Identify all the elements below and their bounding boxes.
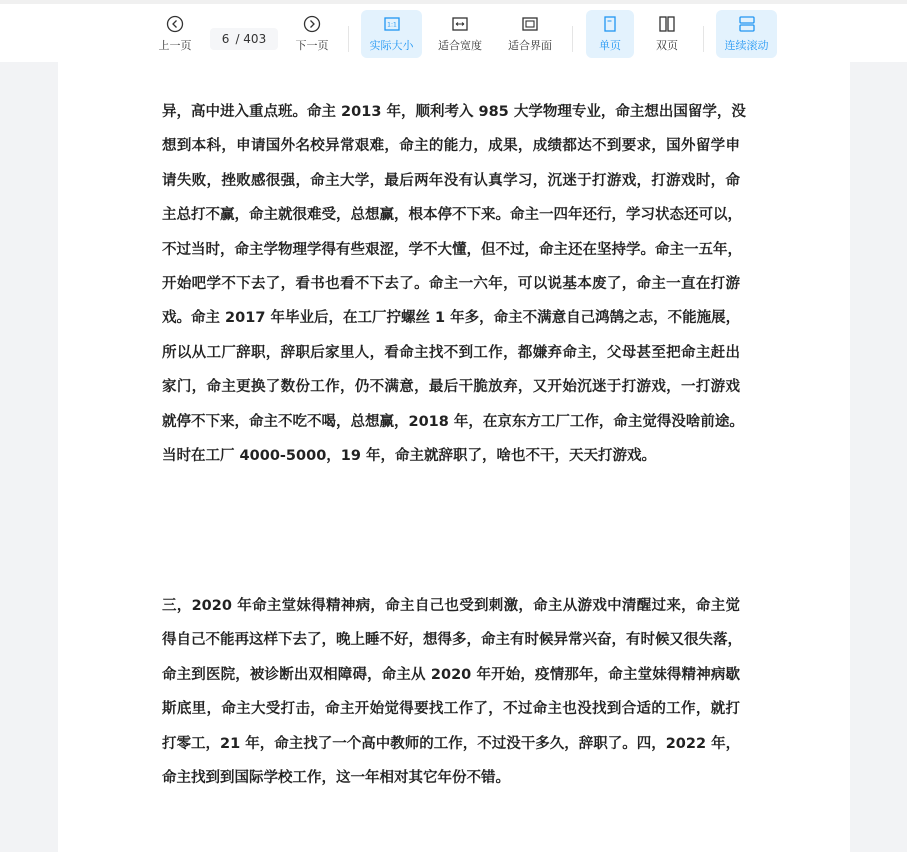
chevron-left-circle-icon	[166, 15, 184, 33]
text-line: 三，2020 年命主堂妹得精神病，命主自己也受到刺激，命主从游戏中清醒过来，命主觉	[162, 598, 740, 614]
text-line: 当时在工厂 4000-5000，19 年，命主就辞职了，啥也不干，天天打游戏。	[162, 448, 657, 464]
text-line: 就停不下来，命主不吃不喝，总想赢，2018 年，在京东方工厂工作，命主觉得没啥前途。	[162, 413, 744, 430]
single-page-button[interactable]	[586, 10, 634, 58]
text-line: 请失败，挫败感很强，命主大学，最后两年没有认真学习，沉迷于打游戏，打游戏时，命	[162, 172, 740, 189]
double-page-button[interactable]	[643, 10, 691, 58]
next-page-button[interactable]	[287, 10, 337, 58]
fit-page-label: 适合界面	[508, 39, 552, 52]
divider	[703, 26, 704, 52]
document-page	[58, 62, 850, 852]
fit-page-icon	[521, 15, 539, 33]
text-line: 所以从工厂辞职，辞职后家里人，看命主找不到工作，都嫌弃命主，父母甚至把命主赶出	[162, 344, 740, 361]
actual-size-label: 实际大小	[369, 39, 414, 52]
fit-width-icon	[451, 15, 469, 33]
text-line: 戏。命主 2017 年毕业后，在工厂拧螺丝 1 年多，命主不满意自己鸿鹄之志，不能施展，	[162, 310, 741, 327]
divider	[572, 26, 573, 52]
single-page-label: 单页	[599, 39, 621, 52]
text-line: 异，高中进入重点班。命主 2013 年，顺利考入 985 大学物理专业，命主想出国留学，没	[162, 104, 746, 120]
viewer-toolbar	[0, 0, 907, 62]
prev-page-label: 上一页	[158, 39, 192, 52]
text-line: 打零工，21 年，命主找了一个高中教师的工作，不过没干多久，辞职了。四，2022 年，	[162, 735, 741, 752]
page-number-field[interactable]	[210, 28, 278, 50]
double-page-label: 双页	[656, 39, 678, 52]
text-line: 得自己不能再这样下去了，晚上睡不好，想得多，命主有时候异常兴奋，有时候又很失落，	[162, 632, 742, 649]
actual-size-button[interactable]	[361, 10, 422, 58]
fit-width-label: 适合宽度	[438, 39, 482, 52]
continuous-scroll-button[interactable]	[716, 10, 777, 58]
text-line: 斯底里，命主大受打击，命主开始觉得要找工作了，不过命主也没找到合适的工作，就打	[162, 701, 740, 718]
text-line: 不过当时，命主学物理学得有些艰涩，学不大懂，但不过，命主还在坚持学。命主一五年，	[162, 241, 742, 258]
fit-page-button[interactable]	[500, 10, 560, 58]
text-line: 开始吧学不下去了，看书也看不下去了。命主一六年，可以说基本废了，命主一直在打游	[162, 276, 740, 292]
text-line: 命主找到到国际学校工作，这一年相对其它年份不错。	[162, 770, 510, 786]
fit-width-button[interactable]	[430, 10, 490, 58]
text-line: 想到本科，申请国外名校异常艰难，命主的能力，成果，成绩都达不到要求，国外留学申	[162, 138, 740, 155]
total-pages: / 403	[235, 32, 267, 46]
single-page-icon	[601, 15, 619, 33]
divider	[348, 26, 349, 52]
text-line: 命主到医院，被诊断出双相障碍，命主从 2020 年开始，疫情那年，命主堂妹得精神病歇	[162, 666, 740, 683]
continuous-scroll-label: 连续滚动	[724, 39, 769, 52]
prev-page-button[interactable]	[150, 10, 200, 58]
continuous-scroll-icon	[738, 15, 756, 33]
svg-text:1:1: 1:1	[386, 21, 397, 29]
text-line: 主总打不赢，命主就很难受，总想赢，根本停不下来。命主一四年还行，学习状态还可以，	[162, 207, 742, 224]
actual-size-icon	[383, 15, 401, 33]
next-page-label: 下一页	[295, 39, 329, 52]
chevron-right-circle-icon	[303, 15, 321, 33]
text-line: 家门，命主更换了数份工作，仍不满意，最后干脆放弃，又开始沉迷于打游戏，一打游戏	[162, 379, 740, 396]
double-page-icon	[658, 15, 676, 33]
current-page-input[interactable]: 6	[221, 32, 230, 46]
